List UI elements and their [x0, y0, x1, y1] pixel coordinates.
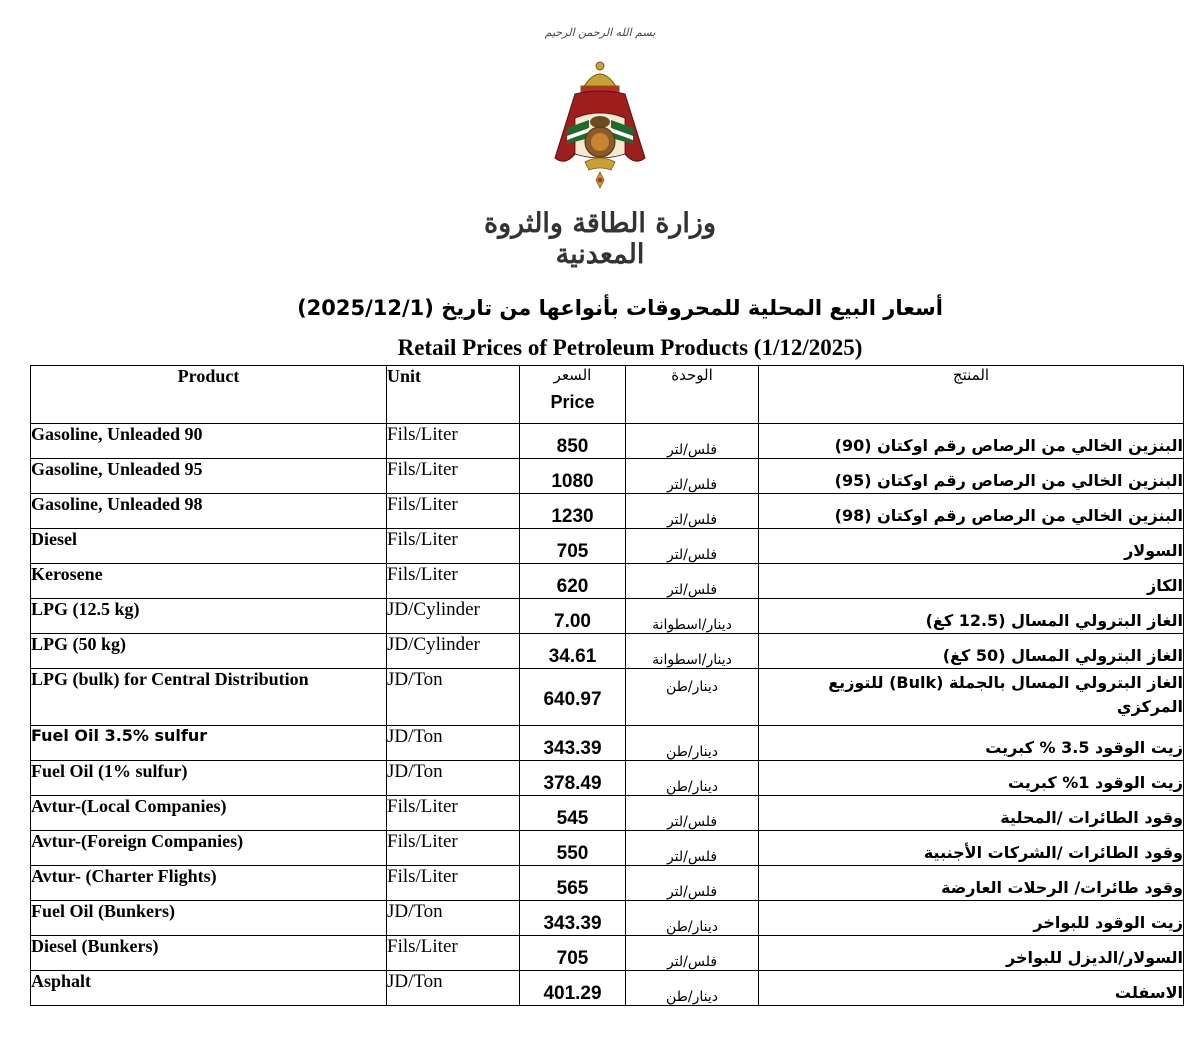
product-ar-cell: البنزين الخالي من الرصاص رقم اوكتان (90): [759, 424, 1184, 459]
product-cell: Diesel (Bunkers): [31, 936, 387, 971]
product-ar-cell: البنزين الخالي من الرصاص رقم اوكتان (95): [759, 459, 1184, 494]
price-table: [30, 365, 1184, 1006]
price-cell: 343.39: [520, 726, 626, 761]
unit-cell: Fils/Liter: [387, 529, 520, 564]
table-row: [31, 971, 1184, 1006]
unit-cell: JD/Ton: [387, 971, 520, 1006]
product-ar-cell: وقود الطائرات /الشركات الأجنبية: [759, 831, 1184, 866]
product-ar-cell: البنزين الخالي من الرصاص رقم اوكتان (98): [759, 494, 1184, 529]
price-cell: 550: [520, 831, 626, 866]
product-ar-cell: زيت الوقود 1% كبريت: [759, 761, 1184, 796]
unit-ar-cell: فلس/لتر: [626, 529, 759, 564]
coat-of-arms-emblem: [545, 58, 655, 198]
product-ar-cell: زيت الوقود للبواخر: [759, 901, 1184, 936]
unit-ar-cell: دينار/طن: [626, 726, 759, 761]
unit-cell: Fils/Liter: [387, 866, 520, 901]
price-cell: 401.29: [520, 971, 626, 1006]
unit-cell: JD/Cylinder: [387, 634, 520, 669]
unit-cell: Fils/Liter: [387, 831, 520, 866]
unit-ar-cell: فلس/لتر: [626, 936, 759, 971]
table-row: [31, 866, 1184, 901]
table-row: [31, 936, 1184, 971]
product-cell: Gasoline, Unleaded 90: [31, 424, 387, 459]
price-cell: 343.39: [520, 901, 626, 936]
unit-ar-cell: فلس/لتر: [626, 494, 759, 529]
price-cell: 640.97: [520, 669, 626, 726]
product-cell: Avtur-(Foreign Companies): [31, 831, 387, 866]
unit-cell: Fils/Liter: [387, 494, 520, 529]
product-cell: Fuel Oil (Bunkers): [31, 901, 387, 936]
price-cell: 620: [520, 564, 626, 599]
unit-ar-cell: دينار/اسطوانة: [626, 599, 759, 634]
table-row: [31, 424, 1184, 459]
product-cell: Diesel: [31, 529, 387, 564]
table-row: [31, 459, 1184, 494]
header-unit-ar: الوحدة: [626, 366, 759, 424]
table-row: [31, 669, 1184, 726]
price-cell: 850: [520, 424, 626, 459]
header-price-en: Price: [550, 392, 595, 412]
product-ar-cell: الكاز: [759, 564, 1184, 599]
product-cell: Fuel Oil 3.5% sulfur: [31, 726, 387, 761]
header-unit: Unit: [387, 366, 520, 424]
product-ar-cell: الاسفلت: [759, 971, 1184, 1006]
product-ar-cell: زيت الوقود 3.5 % كبريت: [759, 726, 1184, 761]
price-cell: 7.00: [520, 599, 626, 634]
price-cell: 1230: [520, 494, 626, 529]
unit-cell: Fils/Liter: [387, 796, 520, 831]
product-ar-cell: الغاز البترولي المسال بالجملة (Bulk) للتوزيع المركزي: [759, 669, 1184, 726]
product-cell: Gasoline, Unleaded 95: [31, 459, 387, 494]
price-cell: 34.61: [520, 634, 626, 669]
title-arabic: أسعار البيع المحلية للمحروقات بأنواعها من تاريخ (2025/12/1): [297, 296, 943, 320]
product-ar-cell: وقود طائرات/ الرحلات العارضة: [759, 866, 1184, 901]
unit-cell: JD/Ton: [387, 761, 520, 796]
unit-ar-cell: فلس/لتر: [626, 866, 759, 901]
unit-cell: JD/Ton: [387, 901, 520, 936]
unit-cell: JD/Ton: [387, 669, 520, 726]
header-price: [520, 366, 626, 424]
title-english: Retail Prices of Petroleum Products (1/12/2025): [397, 335, 863, 360]
product-cell: Kerosene: [31, 564, 387, 599]
header-product: Product: [31, 366, 387, 424]
unit-cell: Fils/Liter: [387, 564, 520, 599]
unit-cell: JD/Ton: [387, 726, 520, 761]
unit-cell: Fils/Liter: [387, 424, 520, 459]
price-cell: 565: [520, 866, 626, 901]
table-row: [31, 564, 1184, 599]
table-header-row: [31, 366, 1184, 424]
table-row: [31, 726, 1184, 761]
price-cell: 545: [520, 796, 626, 831]
basmala-text: بسم الله الرحمن الرحيم: [544, 26, 656, 39]
unit-ar-cell: دينار/طن: [626, 669, 759, 726]
unit-ar-cell: فلس/لتر: [626, 424, 759, 459]
price-cell: 1080: [520, 459, 626, 494]
ministry-name: وزارة الطاقة والثروة المعدنية: [483, 208, 717, 270]
product-ar-cell: السولار: [759, 529, 1184, 564]
price-cell: 705: [520, 936, 626, 971]
unit-cell: Fils/Liter: [387, 459, 520, 494]
table-row: [31, 599, 1184, 634]
header-product-ar: المنتج: [759, 366, 1184, 424]
unit-ar-cell: دينار/اسطوانة: [626, 634, 759, 669]
table-row: [31, 634, 1184, 669]
table-row: [31, 831, 1184, 866]
product-cell: LPG (50 kg): [31, 634, 387, 669]
unit-cell: Fils/Liter: [387, 936, 520, 971]
unit-cell: JD/Cylinder: [387, 599, 520, 634]
unit-ar-cell: دينار/طن: [626, 901, 759, 936]
product-ar-cell: الغاز البترولي المسال (50 كغ): [759, 634, 1184, 669]
product-cell: LPG (bulk) for Central Distribution: [31, 669, 387, 726]
unit-ar-cell: فلس/لتر: [626, 459, 759, 494]
unit-ar-cell: دينار/طن: [626, 971, 759, 1006]
unit-ar-cell: فلس/لتر: [626, 564, 759, 599]
table-row: [31, 901, 1184, 936]
table-row: [31, 494, 1184, 529]
unit-ar-cell: فلس/لتر: [626, 796, 759, 831]
price-cell: 378.49: [520, 761, 626, 796]
product-cell: Avtur- (Charter Flights): [31, 866, 387, 901]
product-ar-cell: وقود الطائرات /المحلية: [759, 796, 1184, 831]
product-ar-cell: السولار/الديزل للبواخر: [759, 936, 1184, 971]
product-cell: Gasoline, Unleaded 98: [31, 494, 387, 529]
table-row: [31, 529, 1184, 564]
table-row: [31, 761, 1184, 796]
unit-ar-cell: فلس/لتر: [626, 831, 759, 866]
unit-ar-cell: دينار/طن: [626, 761, 759, 796]
product-cell: Fuel Oil (1% sulfur): [31, 761, 387, 796]
table-row: [31, 796, 1184, 831]
product-ar-cell: الغاز البترولي المسال (12.5 كغ): [759, 599, 1184, 634]
header-price-ar: السعر: [553, 366, 592, 384]
product-cell: Asphalt: [31, 971, 387, 1006]
price-cell: 705: [520, 529, 626, 564]
product-cell: LPG (12.5 kg): [31, 599, 387, 634]
product-cell: Avtur-(Local Companies): [31, 796, 387, 831]
document-header: [0, 0, 1199, 300]
